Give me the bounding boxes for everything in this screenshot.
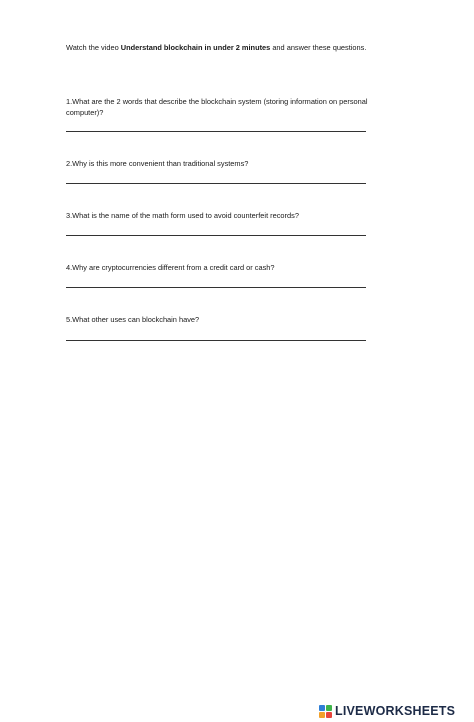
- question-5: 5.What other uses can blockchain have?: [66, 315, 200, 324]
- question-2: 2.Why is this more convenient than traditional systems?: [66, 159, 249, 168]
- logo-square-4: [326, 712, 332, 718]
- answer-line-1[interactable]: [66, 131, 366, 132]
- question-3: 3.What is the name of the math form used to avoid counterfeit records?: [66, 211, 299, 220]
- question-4: 4.Why are cryptocurrencies different from a credit card or cash?: [66, 263, 275, 272]
- instructions-prefix: Watch the video: [66, 43, 121, 52]
- logo-text: LIVEWORKSHEETS: [335, 704, 456, 718]
- question-1: 1.What are the 2 words that describe the blockchain system (storing information on personal computer)?: [66, 97, 368, 117]
- logo-square-3: [319, 712, 325, 718]
- video-title: Understand blockchain in under 2 minutes: [120, 43, 271, 52]
- liveworksheets-logo: [319, 704, 455, 718]
- instructions-suffix: and answer these questions.: [270, 43, 367, 52]
- answer-line-5[interactable]: [66, 340, 366, 341]
- answer-line-3[interactable]: [66, 235, 366, 236]
- answer-line-2[interactable]: [66, 183, 366, 184]
- logo-square-2: [326, 705, 332, 711]
- logo-square-1: [319, 705, 325, 711]
- answer-line-4[interactable]: [66, 287, 366, 288]
- liveworksheets-logo-icon: [319, 705, 332, 718]
- instructions: [66, 43, 426, 53]
